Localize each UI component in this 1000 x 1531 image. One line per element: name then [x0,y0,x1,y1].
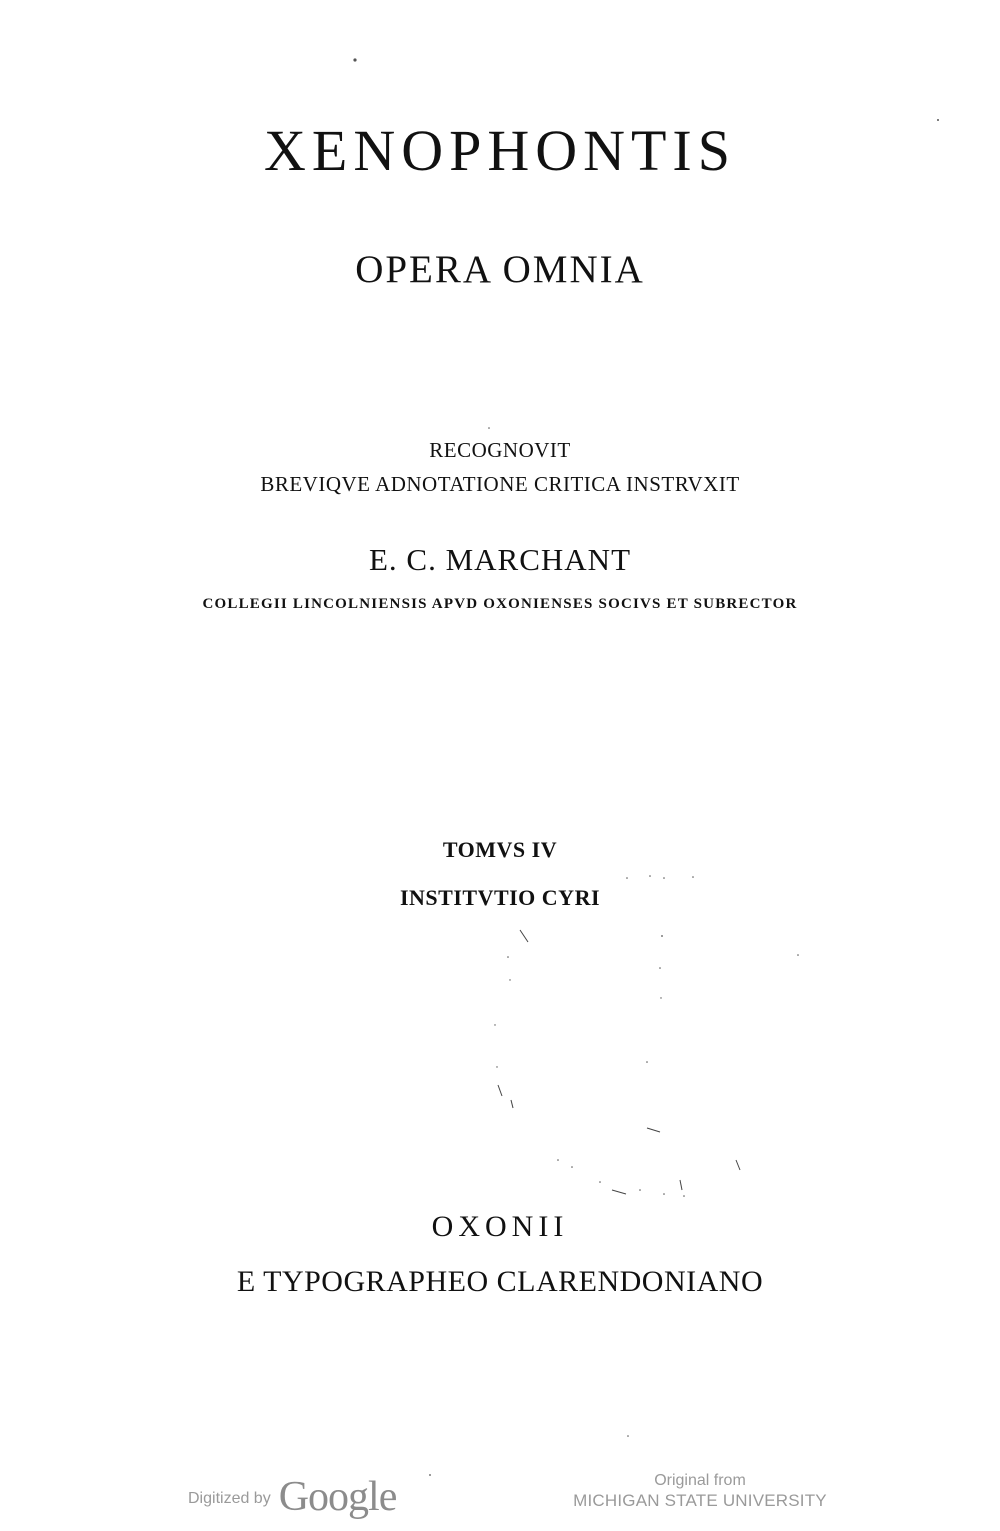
digitized-by-label: Digitized by [188,1490,271,1507]
institution-name: MICHIGAN STATE UNIVERSITY [573,1491,827,1510]
digitized-by-watermark [188,1468,396,1518]
editor-name: E. C. MARCHANT [368,542,631,577]
editor-affiliation: COLLEGII LINCOLNIENSIS APVD OXONIENSES SOCIVS ET SUBRECTOR [202,596,798,612]
imprint-city: OXONII [431,1210,569,1243]
volume-number: TOMVS IV [442,837,558,862]
volume-title: INSTITVTIO CYRI [399,885,601,910]
work-subtitle: OPERA OMNIA [355,248,645,291]
recognovit-line: RECOGNOVIT [429,438,571,462]
imprint-press: E TYPOGRAPHEO CLARENDONIANO [236,1265,764,1298]
author-title: XENOPHONTIS [264,118,736,183]
original-from-label: Original from [654,1472,746,1489]
instruxit-line: BREVIQVE ADNOTATIONE CRITICA INSTRVXIT [260,472,740,496]
google-logo: Google [278,1474,397,1520]
original-from-watermark [560,1472,840,1512]
